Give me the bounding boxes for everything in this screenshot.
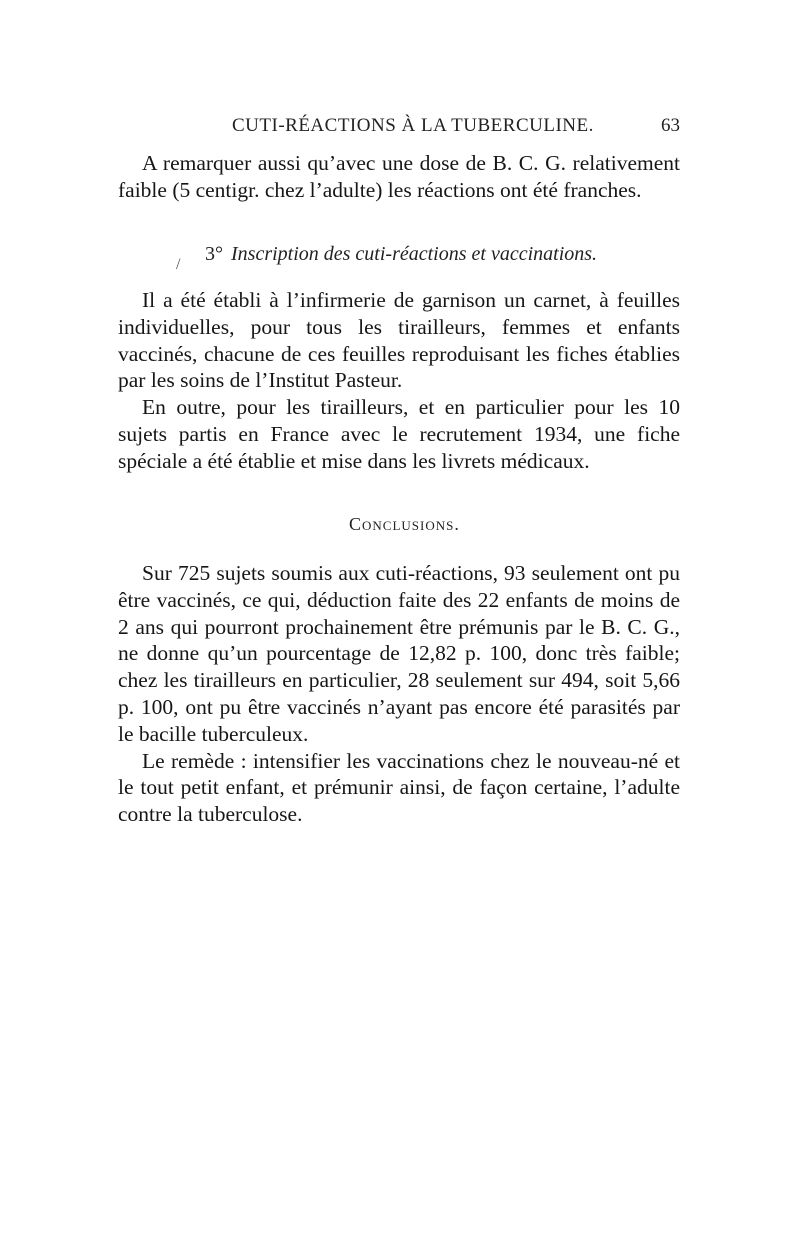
paragraph: Il a été établi à l’infirmerie de garnison un carnet, à feuilles individuelles, pour tous les tirailleurs, femmes et enfants vaccinés, chacune de ces feuilles reproduisant les fiches établies par les soins de l’Institut Pasteur. — [118, 288, 680, 393]
paragraph: En outre, pour les tirailleurs, et en particulier pour les 10 sujets partis en France avec le recrutement 1934, une fiche spéciale a été établie et mise dans les livrets médicaux. — [118, 395, 680, 473]
conclusions-body — [118, 560, 680, 828]
paragraph: A remarquer aussi qu’avec une dose de B. C. G. relativement faible (5 centigr. chez l’adulte) les réactions ont été franches. — [118, 151, 680, 202]
section-number: 3° — [205, 243, 223, 265]
running-title: CUTI-RÉACTIONS À LA TUBERCULINE. — [232, 115, 594, 136]
stray-ink-mark: / — [176, 256, 181, 273]
page-number: 63 — [661, 115, 680, 136]
intro-text — [118, 150, 680, 204]
paragraph: Sur 725 sujets soumis aux cuti-réactions, 93 seulement ont pu être vaccinés, ce qui, déduction faite des 22 enfants de moins de 2 ans qui pourront prochainement être prémunis par le B. C. G., ne donne qu’un pourcentage de 12,82 p. 100, donc très faible; chez les tirailleurs en particulier, 28 seulement sur 494, soit 5,66 p. 100, ont pu être vaccinés n’ayant pas encore été parasités par le bacille tuberculeux. — [118, 561, 680, 746]
conclusions-heading: Conclusions. — [349, 514, 460, 534]
page-header — [232, 115, 680, 143]
paragraph: Le remède : intensifier les vaccinations chez le nouveau-né et le tout petit enfant, et prémunir ainsi, de façon certaine, l’adulte contre la tuberculose. — [118, 748, 680, 827]
section-body — [118, 287, 680, 475]
section-heading — [205, 243, 597, 266]
section-title: Inscription des cuti-réactions et vaccinations. — [231, 243, 598, 265]
